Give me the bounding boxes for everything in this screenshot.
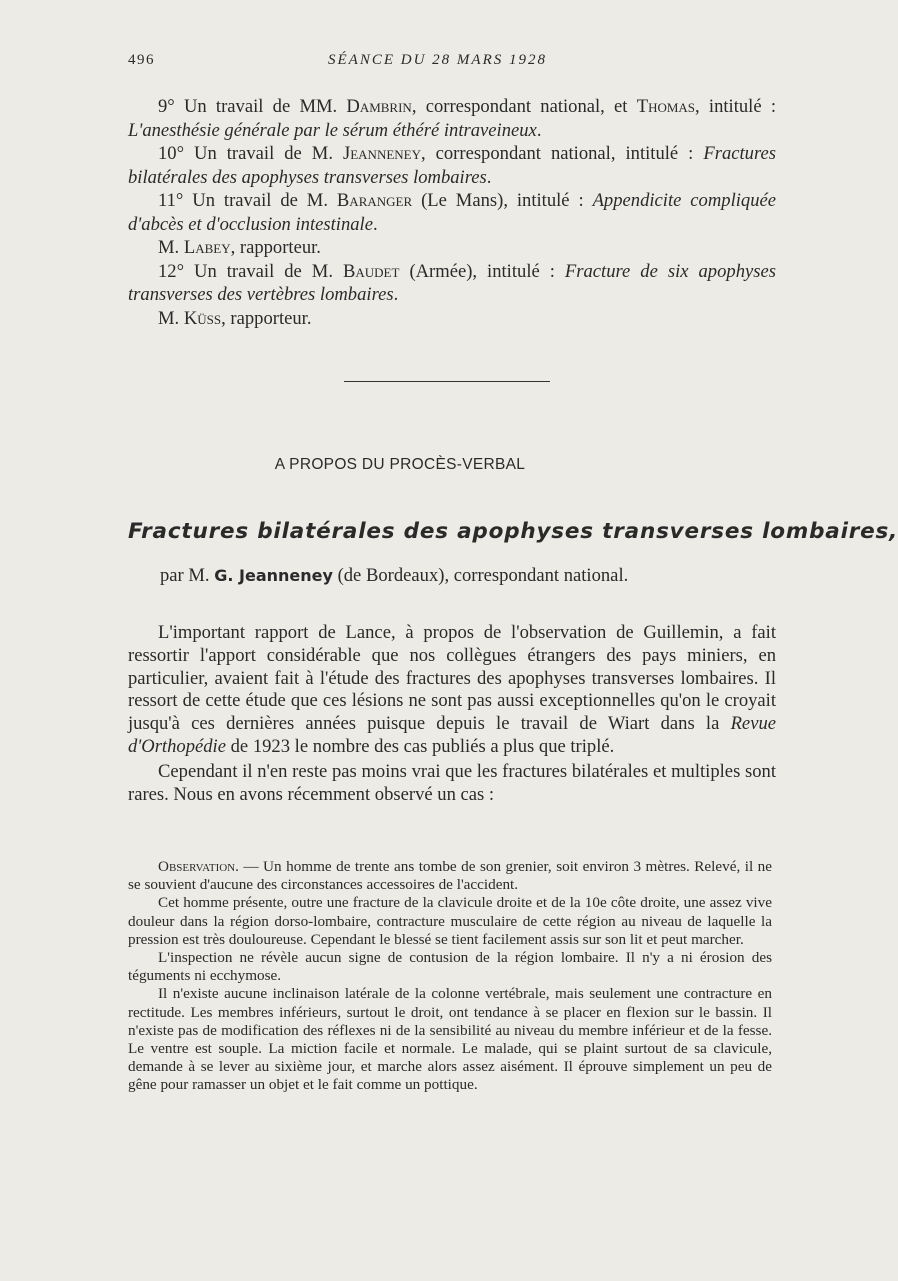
paragraph: Observation. — Un homme de trente ans tombe de son grenier, soit environ 3 mètres. Relevé, il ne se souvient d'aucune des circonstances accessoires de l'accident. — [128, 858, 772, 894]
section-heading: A PROPOS DU PROCÈS-VERBAL — [274, 456, 526, 473]
page-number: 496 — [128, 52, 155, 68]
paragraph: L'important rapport de Lance, à propos de l'observation de Guillemin, a fait ressortir l'apport considérable que nos collègues étrangers des pays miniers, en particulier, avaient fait à l'étude des fractures des apophyses transverses lombaires. Il ressort de cette étude que ces lésions ne sont pas aussi exceptionnelles qu'on le croyait jusqu'à ces dernières années puisque depuis le travail de Wiart dans la Revue d'Orthopédie de 1923 le nombre des cas publiés a plus que triplé. — [128, 622, 776, 757]
header-title: SÉANCE DU 28 MARS 1928 — [328, 52, 547, 68]
list-item: 11° Un travail de M. Baranger (Le Mans), intitulé : Appendicite compliquée d'abcès et d'occlusion intestinale. — [128, 190, 777, 235]
rapporteur-line: M. Küss, rapporteur. — [158, 307, 312, 329]
byline: par M. G. Jeanneney (de Bordeaux), correspondant national. — [160, 565, 629, 586]
section-divider — [344, 381, 550, 382]
list-item: 9° Un travail de MM. Dambrin, correspondant national, et Thomas, intitulé : L'anesthésie générale par le sérum éthéré intraveineux. — [128, 96, 776, 141]
article-title: Fractures bilatérales des apophyses transverses lombaires, — [128, 519, 898, 544]
paragraph: L'inspection ne révèle aucun signe de contusion de la région lombaire. Il n'y a ni érosion des téguments ni ecchymose. — [128, 949, 772, 985]
observation-block — [128, 858, 772, 1095]
article-body — [128, 622, 776, 806]
list-item: 10° Un travail de M. Jeanneney, correspondant national, intitulé : Fractures bilatérales des apophyses transverses lombaires. — [128, 143, 776, 188]
paragraph: Cependant il n'en reste pas moins vrai que les fractures bilatérales et multiples sont rares. Nous en avons récemment observé un cas : — [128, 760, 776, 805]
observation-label: Observation. — [158, 858, 239, 875]
running-header — [128, 52, 713, 76]
author-name: G. Jeanneney — [214, 566, 333, 585]
paragraph: Cet homme présente, outre une fracture de la clavicule droite et de la 10e côte droite, une assez vive douleur dans la région dorso-lombaire, contracture musculaire de cette région au niveau de laquelle la pression est très douloureuse. Cependant le blessé se tient facilement assis sur son lit et peut marcher. — [128, 894, 772, 948]
list-item: 12° Un travail de M. Baudet (Armée), intitulé : Fracture de six apophyses transverses des vertèbres lombaires. — [128, 260, 776, 305]
paragraph: Il n'existe aucune inclinaison latérale de la colonne vertébrale, mais seulement une contracture en rectitude. Les membres inférieurs, surtout le droit, ont tendance à se placer en flexion sur le bassin. Il n'existe pas de modification des réflexes ni de la sensibilité au niveau du membre inférieur et de la fesse. Le ventre est souple. La miction facile et normale. Le malade, qui se plaint surtout de sa clavicule, demande à se lever au sixième jour, et marche alors assez aisément. Il éprouve simplement un peu de gêne pour ramasser un objet et le fait comme un pottique. — [128, 985, 772, 1094]
works-list — [128, 95, 776, 330]
rapporteur-line: M. Labey, rapporteur. — [158, 237, 321, 258]
